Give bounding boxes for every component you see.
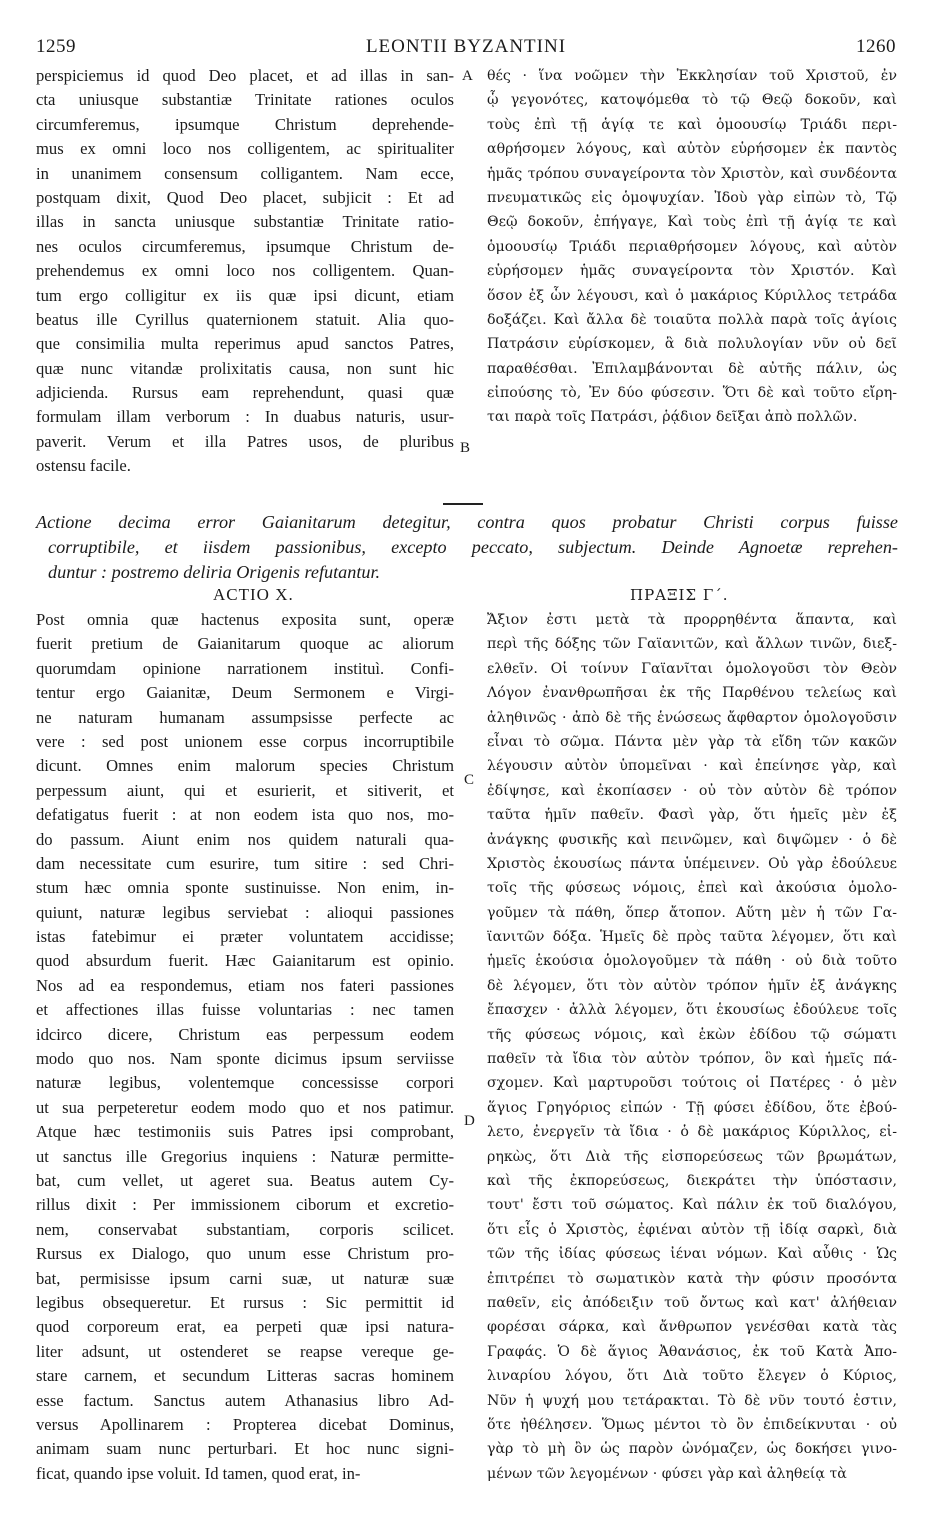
latin-text-line: quiunt, naturæ legibus serviebat : alioqui passiones [36,902,454,922]
greek-text-line: μένων τῶν λεγομένων · φύσει γὰρ καὶ ἀληθείᾳ τὰ [487,1465,847,1482]
latin-text-line: esse factum. Sanctus autem Athanasius libro Ad- [36,1390,454,1410]
latin-text-line: fuerit pretium de Gaianitarum quoque ac aliorum [36,634,454,654]
greek-text-line: τῆς φύσεως νόμοις, καὶ ἑκὼν ἐδίδου τῷ σώματι [487,1026,897,1043]
latin-text-line: defatigatus fuerit : at non eodem ista quo nos, mo- [36,805,454,825]
greek-text-line: ὁμοουσίῳ Τριάδι περιαθρήσομεν λόγους, καὶ αὐτὸν [487,238,897,255]
greek-text-line: θές · ἵνα νοῶμεν τὴν Ἐκκλησίαν τοῦ Χριστοῦ, ἐν [487,68,897,84]
latin-text-line: bat, cum vellet, ut ageret sua. Beatus autem Cy- [36,1170,454,1190]
section-summary [36,510,898,585]
latin-text-line: vere : sed post unionem esse corpus incorruptibile [36,731,454,751]
greek-text-line: γοῦμεν τὰ πάθη, ὅπερ ἄτοπον. Αὕτη μὲν ἡ τῶν Γα- [487,904,897,921]
greek-text-line: αθρήσομεν λόγους, καὶ αὐτὸν εὑρήσομεν ἐκ παντὸς [487,141,897,158]
latin-text-line: animam suam nunc perturbari. Et hoc nunc signi- [36,1439,454,1459]
greek-text-line: ταῦτα ἡμῖν παθεῖν. Φασὶ γὰρ, ὅτι ἡμεῖς μὲν ἐξ [487,807,897,824]
section-divider [443,503,483,505]
greek-column-bottom [487,608,897,1486]
page-number-left: 1259 [36,36,76,57]
latin-text-line: liter adsunt, ut ostenderet se reapse vereque ge- [36,1341,454,1361]
latin-text-line: Post omnia quæ hactenus exposita sunt, operæ [36,610,454,629]
greek-text-line: εἶναι τὸ σῶμα. Πάντα μὲν γὰρ τὰ εἴδη τῶν κακῶν [487,733,897,750]
latin-text-line: tum ergo colligitur ex iis quæ ipsi dicunt, etiam [36,285,454,305]
greek-text-line: ρηκὼς, ὅτι Διὰ τῆς εἰσπορεύσεως τῶν βρωμάτων, [487,1148,897,1165]
latin-text-line: que consimilia multa reperimus apud sanctos Patres, [36,334,454,354]
latin-text-line: circumferemus, ipsumque Christum deprehende- [36,114,454,134]
greek-text-line: ᾧ γεγονότες, κατοψόμεθα τὸ τῷ Θεῷ δοκοῦν, καὶ [487,92,897,109]
latin-text-line: do passum. Aiunt enim nos quidem naturali qua- [36,829,454,849]
greek-text-line: Θεῷ δοκοῦν, ἐπήγαγε, Καὶ τοὺς ἐπὶ τῇ ἁγίᾳ τε καὶ [487,214,897,231]
greek-text-line: Πατράσιν εὑρίσκομεν, ἃ διὰ πολυλογίαν νῦν οὐ δεῖ [487,336,897,353]
latin-text-line: bat, permisisse ipsum carni suæ, ut naturæ suæ [36,1268,454,1288]
latin-text-line: illas in sancta uniusque substantiæ Trinitate ratio- [36,212,454,232]
latin-text-line: prehendemus ex omni loco nos colligentem. Quan- [36,261,454,281]
greek-text-line: παθεῖν τὰ ἴδια τὸν αὐτὸν τρόπον, ὃν καὶ ἡμεῖς πά- [487,1051,897,1068]
latin-text-line: ut sanctus ille Gregorius inquiens : Naturæ permitte- [36,1146,454,1166]
latin-text-line: ut sua perpeteretur eodem modo quo et nos patimur. [36,1097,454,1117]
latin-section-heading: ACTIO X. [213,585,294,604]
latin-text-line: naturæ legibus, volentemque concessisse corpori [36,1073,454,1093]
summary-line: Actione decima error Gaianitarum detegitur, contra quos probatur Christi corpus fuisse [36,512,898,532]
greek-text-line: λετο, ἐνεργεῖν τὰ ἴδια · ὁ δὲ μακάριος Κύριλλος, εἰ- [487,1124,897,1141]
greek-text-line: τουτ' ἔστι τοῦ σώματος. Καὶ πάλιν ἐκ τοῦ διαλόγου, [487,1197,897,1214]
latin-text-line: legibus obsequeretur. Et rursus : Sic permittit id [36,1292,454,1312]
greek-text-line: ἔπασχεν · ἀλλὰ λέγομεν, ὅτι ἑκουσίως ἐδούλευε τοῖς [487,1002,897,1019]
latin-text-line: stare carnem, et secundum Litteras sacras hominem [36,1366,454,1386]
greek-text-line: παραθέσθαι. Ἐπιλαμβάνονται δὲ αὐτῆς πάλιν, ὡς [487,360,897,377]
latin-text-line: Atque hæc testimoniis suis Patres ipsi comprobant, [36,1122,454,1142]
greek-text-line: ἀνάγκης φυσικῆς καὶ πεινῶμεν, καὶ διψῶμεν · ὁ δὲ [487,831,897,848]
latin-text-line: perpessum aiunt, qui et esurierit, et sitiverit, et [36,780,454,800]
latin-text-line: quorumdam opinione narrationem instituì. Confi- [36,658,454,678]
greek-text-line: ἀληθινῶς · ἀπὸ δὲ τῆς ἑνώσεως ἄφθαρτον ὁμολογοῦσιν [487,709,897,726]
greek-text-line: ἐπιτρέπει τὸ σωματικὸν κατὰ τὴν φύσιν προσόντα [487,1270,897,1287]
latin-text-line: stum hæc omnia sponte sustinuisse. Non enim, in- [36,878,454,898]
margin-letter-c: C [464,772,475,788]
greek-text-line: λιναρίου λόγου, ὅτι Διὰ τοῦτο ἔλεγεν ὁ Κύριος, [487,1368,897,1385]
latin-text-line: nem, conservabat substantiam, corporis scilicet. [36,1219,454,1239]
greek-text-line: ϊανιτῶν δόξα. Ἡμεῖς δὲ πρὸς ταῦτα λέγομεν, ὅτι καὶ [487,929,897,946]
latin-text-line: idcirco dicere, Christum eas perpessum eodem [36,1024,454,1044]
latin-text-line: Nos ad ea respondemus, etiam nos fateri passiones [36,975,454,995]
greek-text-line: ἡμεῖς ἑκούσια ὁμολογοῦμεν τὰ πάθη · οὐ διὰ τοῦτο [487,953,897,970]
summary-line: duntur : postremo deliria Origenis refutantur. [48,562,381,582]
latin-text-line: istas fatebimur ei præter voluntatem accidisse; [36,927,454,947]
greek-text-line: δοξάζει. Καὶ ἄλλα δὲ τοιαῦτα πολλὰ παρὰ τοῖς ἁγίοις [487,311,897,328]
latin-text-line: ne naturam humanam assumpsisse perfecte ac [36,707,454,727]
greek-text-line: φορέσαι σάρκα, καὶ ἄνθρωπον γενέσθαι κατὰ τὰς [487,1319,897,1336]
greek-text-line: ἐδίψησε, καὶ ἐκοπίασεν · οὐ τὸν αὐτὸν δὲ τρόπον [487,782,897,799]
latin-text-line: tentur ergo Gaianitæ, Deum Sermonem e Virgi- [36,683,454,703]
greek-section-heading: ΠΡΑΞΙΣ Γ΄. [630,586,729,604]
latin-text-line: postquam dixit, Quod Deo placet, subjicit : Et ad [36,187,454,207]
latin-text-line: adjicienda. Rursus eam reprehendunt, quasi quæ [36,383,454,403]
latin-text-line: rillus dixit : Per immissionem ciborum et excretio- [36,1195,454,1215]
page-number-right: 1260 [856,36,896,57]
latin-text-line: nes oculos circumferemus, ipsumque Christum de- [36,236,454,256]
greek-text-line: δὲ λέγομεν, ὅτι τὸν αὐτὸν τρόπον ἡμῖν ἐξ ἀνάγκης [487,977,897,994]
latin-text-line: formulam illam verborum : In duabus naturis, usur- [36,407,454,427]
latin-text-line: dam necessitate cum esurire, tum sitire : sed Chri- [36,853,454,873]
latin-text-line: cta uniusque substantiæ Trinitate rationes oculos [36,90,454,110]
latin-text-line: ostensu facile. [36,456,131,476]
greek-text-line: Ἄξιον ἐστι μετὰ τὰ προρρηθέντα ἅπαντα, καὶ [487,612,897,628]
greek-text-line: ἡμᾶς τρόπου συναγείροντα τὸν Χριστὸν, καὶ συνδέοντα [487,165,897,182]
greek-text-line: λέγουσιν αὐτὸν ὑπομεῖναι · καὶ ἐπείνησε γὰρ, καὶ [487,758,897,775]
latin-text-line: mus ex omni loco nos colligentem, ac spiritualiter [36,139,454,159]
greek-text-line: καὶ τῆς ἐκπορεύσεως, διεκράτει τὴν ὑπόστασιν, [487,1172,897,1189]
latin-text-line: perspiciemus id quod Deo placet, et ad illas in san- [36,66,454,85]
greek-text-line: εὑρήσομεν ἡμᾶς συναγείροντα τὸν Χριστόν. Καὶ [487,263,897,280]
greek-column-top [487,64,897,430]
greek-text-line: ελθεῖν. Οἱ τοίνυν Γαϊανῖται ὁμολογοῦσι τὸν Θεὸν [487,660,897,677]
latin-text-line: ficat, quando ipse voluit. Id tamen, quod erat, in- [36,1463,361,1483]
greek-text-line: Νῦν ἡ ψυχή μου τετάρακται. Τὸ δὲ νῦν τουτό ἐστιν, [487,1392,897,1409]
greek-text-line: εἰπούσης τὸ, Ἐν δύο φύσεσιν. Ὅτι δὲ καὶ τοῦτο εἴρη- [487,385,897,402]
latin-column-bottom [36,608,454,1486]
latin-text-line: in unanimem consensum colligantem. Nam ecce, [36,163,454,183]
greek-text-line: τοὺς ἐπὶ τῇ ἁγίᾳ τε καὶ ὁμοουσίῳ Τριάδι περι- [487,116,897,133]
greek-text-line: ται παρὰ τοῖς Πατράσι, ῥᾴδιον δεῖξαι ἀπὸ πολλῶν. [487,409,858,426]
latin-text-line: quod absurdum fuerit. Hæc Gaianitarum est opinio. [36,951,454,971]
greek-text-line: ὅσον ἐξ ὧν λέγουσι, καὶ ὁ μακάριος Κύριλλος τετράδα [487,287,897,304]
greek-text-line: παθεῖν, εἰς ἀπόδειξιν τοῦ ὄντως καὶ κατ' ἀλήθειαν [487,1294,897,1311]
greek-text-line: Χριστὸς ἑκουσίως πάντα ὑπέμεινεν. Οὐ γὰρ ἐδούλευε [487,855,897,872]
greek-text-line: ὅτε ἠθέλησεν. Ὅμως μέντοι τὸ ὂν ἐπιδείκνυται · οὐ [487,1416,897,1433]
margin-letter-a: A [462,68,473,84]
summary-line: corruptibile, et iisdem passionibus, excepto peccato, subjectum. Deinde Agnoetæ reprehen- [48,537,898,557]
greek-text-line: ἅγιος Γρηγόριος εἰπών · Τῇ φύσει ἐδίδου, ὅτε ἐβού- [487,1099,897,1116]
latin-text-line: quod corporeum erat, ea perpeti quæ ipsi natura- [36,1317,454,1337]
margin-letter-b: B [460,440,471,456]
greek-text-line: πνευματικῶς εἰς ὁμοψυχίαν. Ἰδοὺ γὰρ εἰπὼν τὸ, Τῷ [487,189,897,206]
greek-text-line: τῶν τῆς ἰδίας φύσεως ἰέναι νόμων. Καὶ αὖθις · Ὡς [487,1246,897,1263]
margin-letter-d: D [464,1113,475,1129]
latin-text-line: quæ nunc vitandæ prolixitatis causa, non sunt hic [36,358,454,378]
latin-text-line: et affectiones illas fuisse voluntarias : nec tamen [36,1000,454,1020]
latin-text-line: paverit. Verum et illa Patres usos, de pluribus [36,431,454,451]
greek-text-line: περὶ τῆς δόξης τῶν Γαϊανιτῶν, καὶ ἄλλων τινῶν, διεξ- [487,636,897,653]
greek-text-line: τοῖς τῆς φύσεως νόμοις, ἐπεὶ καὶ ἀκούσια ὁμολο- [487,880,897,897]
latin-text-line: dicunt. Omnes enim malorum species Christum [36,756,454,776]
running-header [36,36,896,64]
greek-text-line: ὅτι εἷς ὁ Χριστὸς, ἐφιέναι αὐτὸν τῇ ἰδίᾳ σαρκὶ, διὰ [487,1221,897,1238]
latin-column-top [36,64,454,479]
greek-text-line: Λόγον ἐνανθρωπῆσαι ἐκ τῆς Παρθένου τελείως καὶ [487,685,897,702]
latin-text-line: beatus ille Cyrillus quaternionem statuit. Alia quo- [36,309,454,329]
greek-text-line: Γραφάς. Ὁ δὲ ἅγιος Ἀθανάσιος, ἐκ τοῦ Κατὰ Ἀπο- [487,1343,897,1360]
greek-text-line: σχομεν. Καὶ μαρτυροῦσι τούτοις οἱ Πατέρες · ὁ μὲν [487,1075,897,1092]
latin-text-line: modo quo nos. Nam sponte dicimus ipsum serviisse [36,1049,454,1069]
latin-text-line: versus Apollinarem : Propterea dicebat Dominus, [36,1414,454,1434]
running-title: LEONTII BYZANTINI [365,36,567,57]
latin-text-line: Rursus ex Dialogo, quo unum esse Christum pro- [36,1244,454,1264]
greek-text-line: γὰρ τὸ μὴ ὂν ὡς παρὸν ὠνόμαζεν, ὡς δοκήσει γινο- [487,1441,897,1458]
